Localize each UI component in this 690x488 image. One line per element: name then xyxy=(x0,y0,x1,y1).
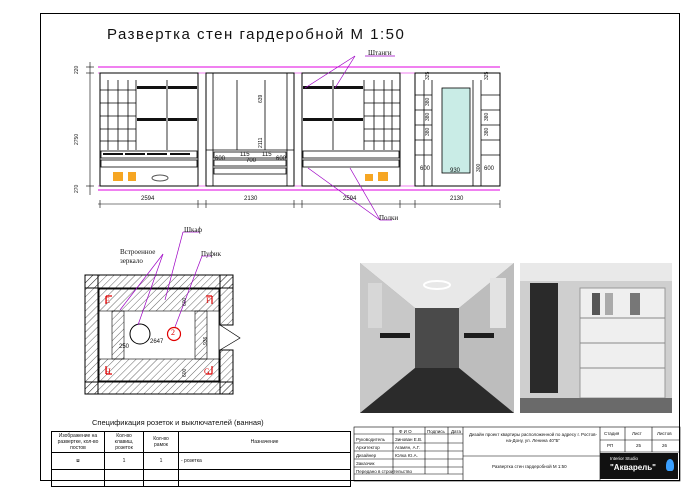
stamp-stage-header: Стадия xyxy=(604,431,620,436)
stamp-col-date: Дата xyxy=(451,429,461,434)
stamp-role: Дизайнер xyxy=(356,453,377,458)
spec-cell: 1 xyxy=(144,453,179,470)
width-wall-3: 2594 xyxy=(343,196,357,202)
studio-logo xyxy=(600,453,678,479)
plan-dim-d: 936 xyxy=(203,336,209,345)
plan-dim-e: 600 xyxy=(182,368,188,377)
stamp-person: Юлка Ю.А. xyxy=(395,453,418,458)
plan-dim-b: 250 xyxy=(119,344,130,350)
wall-4-dim-h: 600 xyxy=(420,166,431,172)
view-marker: 2 xyxy=(171,328,175,337)
stamp-sheets-header: Листов xyxy=(657,431,672,436)
wall-2-dim-c: 700 xyxy=(246,158,257,164)
wall-2-dim-a: 600 xyxy=(215,156,226,162)
stamp-col-sign: Подпись xyxy=(427,429,445,434)
wall-4-dim-f: 380 xyxy=(484,112,490,121)
plan-dim-a: 600 xyxy=(182,297,188,306)
wall-4-dim-c: 380 xyxy=(425,97,431,106)
spec-cell: - розетка xyxy=(179,453,351,470)
stamp-role: Заказчик xyxy=(356,461,375,466)
spec-cell: ⧆ xyxy=(52,453,105,470)
wall-4-dim-e: 380 xyxy=(425,127,431,136)
spec-header-cell: Изображение на развертке, кол-во постов xyxy=(52,432,105,453)
stamp-role: Руководитель xyxy=(356,437,385,442)
wall-2-dim-e: 600 xyxy=(276,156,287,162)
callout-pouf: Пуфик xyxy=(201,250,222,258)
callout-shelves: Полки xyxy=(379,214,399,222)
logo-line-1: Interior Studio xyxy=(610,456,639,461)
stamp-person: Зинован Е.В. xyxy=(395,437,423,442)
stamp-role: Передано в строительство xyxy=(356,469,412,474)
wall-2-dim-f: 639 xyxy=(258,94,264,103)
wall-4-dim-b: 325 xyxy=(484,71,490,80)
callout-rods: Штанги xyxy=(368,49,392,57)
stamp-sheet-header: Лист xyxy=(632,431,642,436)
callout-mirror: Встроенное зеркало xyxy=(120,248,156,265)
stamp-sheet-number: 25 xyxy=(636,443,642,448)
dim-bottom: 270 xyxy=(74,184,80,193)
width-wall-1: 2594 xyxy=(141,196,155,202)
width-wall-2: 2130 xyxy=(244,196,258,202)
stamp-person: Агамян, А.Г. xyxy=(395,445,420,450)
wall-4-dim-a: 325 xyxy=(425,71,431,80)
dim-height: 2750 xyxy=(74,133,80,145)
wall-4-dim-g: 380 xyxy=(484,127,490,136)
width-wall-4: 2130 xyxy=(450,196,464,202)
spec-header-cell: Кол-во рамок xyxy=(144,432,179,453)
wall-4-dim-d: 380 xyxy=(425,112,431,121)
spec-header-cell: Кол-во клавиш, розеток xyxy=(105,432,144,453)
stamp-stage: РП xyxy=(607,443,614,448)
stamp-sheets-total: 26 xyxy=(662,443,668,448)
spec-header-cell: Назначение xyxy=(179,432,351,453)
wall-4-dim-k: 300 xyxy=(476,163,482,172)
callout-wardrobe: Шкаф xyxy=(184,226,202,234)
stamp-col-name: Ф И О xyxy=(399,429,412,434)
stamp-role: Архитектор xyxy=(356,445,380,450)
page-title: Развертка стен гардеробной М 1:50 xyxy=(107,26,406,43)
spec-cell: 1 xyxy=(105,453,144,470)
stamp-sheet-name: Развертка стен гардеробной М 1:50 xyxy=(492,464,567,469)
logo-line-2: "Акварель" xyxy=(610,463,656,472)
spec-title: Спецификация розеток и выключателей (ванная) xyxy=(92,418,264,427)
plan-dim-c: 2647 xyxy=(150,339,164,345)
outlet-marker-e: E xyxy=(105,296,110,305)
wall-4-dim-j: 600 xyxy=(484,166,495,172)
wall-2-dim-d: 115 xyxy=(262,152,272,158)
outlet-marker-g: G xyxy=(204,367,210,376)
dim-top: 220 xyxy=(74,65,80,74)
wall-2-dim-b: 115 xyxy=(240,152,250,158)
brush-icon xyxy=(666,459,674,471)
wall-2-dim-g: 2111 xyxy=(258,137,264,148)
outlet-marker-h: H xyxy=(105,367,111,376)
outlet-marker-f: F xyxy=(206,296,211,305)
stamp-project-address: Дизайн проект квартиры расположенной по адресу г. Ростов-на-Дону, ул. Ленина 40"Б" xyxy=(468,432,598,443)
wall-4-dim-i: 930 xyxy=(450,168,461,174)
